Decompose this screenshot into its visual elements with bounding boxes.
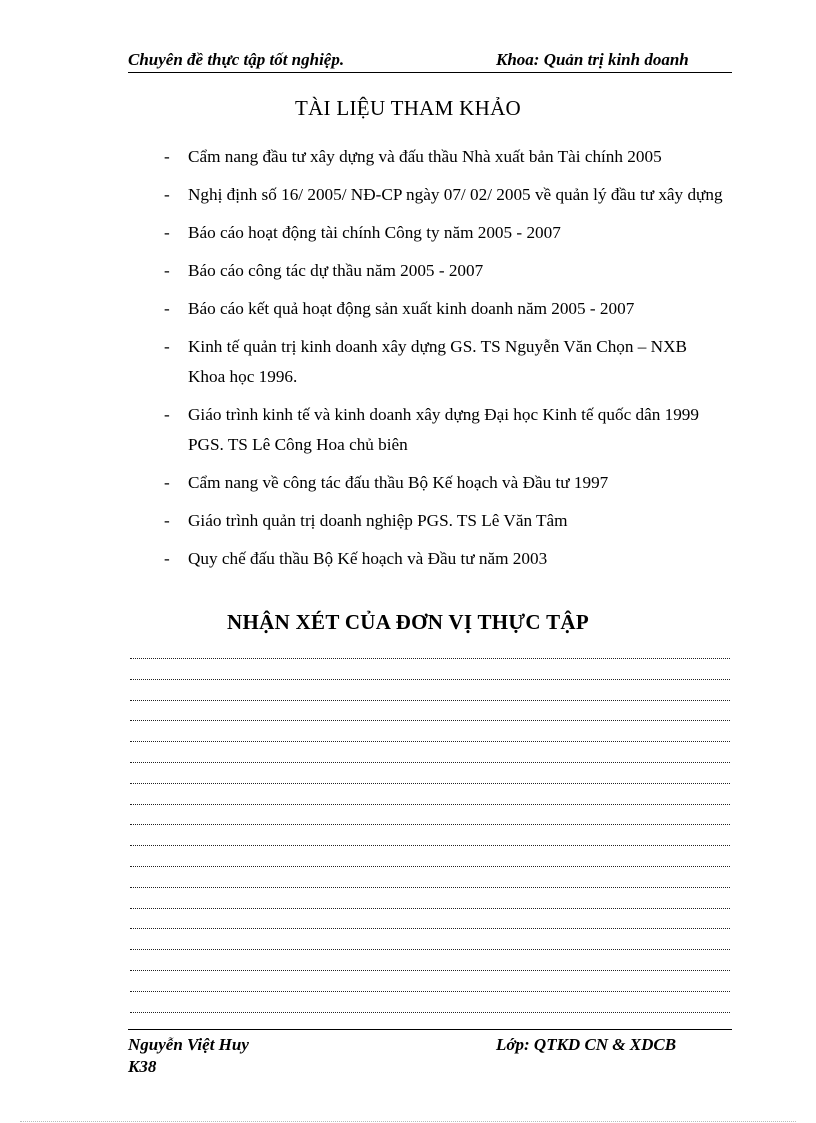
footer-class: Lớp: QTKD CN & XDCB [496,1035,677,1054]
comment-line [130,804,730,805]
footer-name: Nguyễn Việt Huy [128,1035,249,1054]
reference-item: - Cẩm nang đầu tư xây dựng và đấu thầu Nhà xuất bản Tài chính 2005 [188,142,728,172]
reference-item: - Báo cáo công tác dự thầu năm 2005 - 2007 [188,256,728,286]
page-edge-divider [20,1121,796,1122]
comment-line [130,824,730,825]
reference-item: - Kinh tế quản trị kinh doanh xây dựng GS. TS Nguyễn Văn Chọn – NXB Khoa học 1996. [188,332,728,392]
comment-line [130,741,730,742]
page-header [128,46,732,73]
comment-lines-area [130,658,730,1032]
comment-line [130,908,730,909]
reference-item: - Cẩm nang về công tác đấu thầu Bộ Kế hoạch và Đầu tư 1997 [188,468,728,498]
references-list [188,142,728,582]
comment-line [130,783,730,784]
reference-item: - Quy chế đấu thầu Bộ Kế hoạch và Đầu tư năm 2003 [188,544,728,574]
comment-line [130,866,730,867]
reference-item: - Nghị định số 16/ 2005/ NĐ-CP ngày 07/ 02/ 2005 về quản lý đầu tư xây dựng [188,180,728,210]
header-left: Chuyên đề thực tập tốt nghiệp. [128,50,345,69]
comment-line [130,991,730,992]
comment-line [130,700,730,701]
comment-line [130,720,730,721]
comment-line [130,762,730,763]
header-right: Khoa: Quản trị kinh doanh [496,50,689,69]
comment-line [130,679,730,680]
reference-item: - Giáo trình quản trị doanh nghiệp PGS. TS Lê Văn Tâm [188,506,728,536]
reference-item: - Báo cáo hoạt động tài chính Công ty năm 2005 - 2007 [188,218,728,248]
reference-item: - Giáo trình kinh tế và kinh doanh xây dựng Đại học Kinh tế quốc dân 1999 PGS. TS Lê Công Hoa chủ biên [188,400,728,460]
comment-line [130,1012,730,1013]
comment-line [130,887,730,888]
comment-line [130,658,730,659]
page-footer [128,1029,732,1076]
footer-cohort: K38 [128,1057,157,1076]
comments-title: NHẬN XÉT CỦA ĐƠN VỊ THỰC TẬP [227,610,589,634]
references-title: TÀI LIỆU THAM KHẢO [294,96,522,120]
reference-item: - Báo cáo kết quả hoạt động sản xuất kinh doanh năm 2005 - 2007 [188,294,728,324]
comment-line [130,970,730,971]
comment-line [130,949,730,950]
comment-line [130,928,730,929]
comment-line [130,845,730,846]
